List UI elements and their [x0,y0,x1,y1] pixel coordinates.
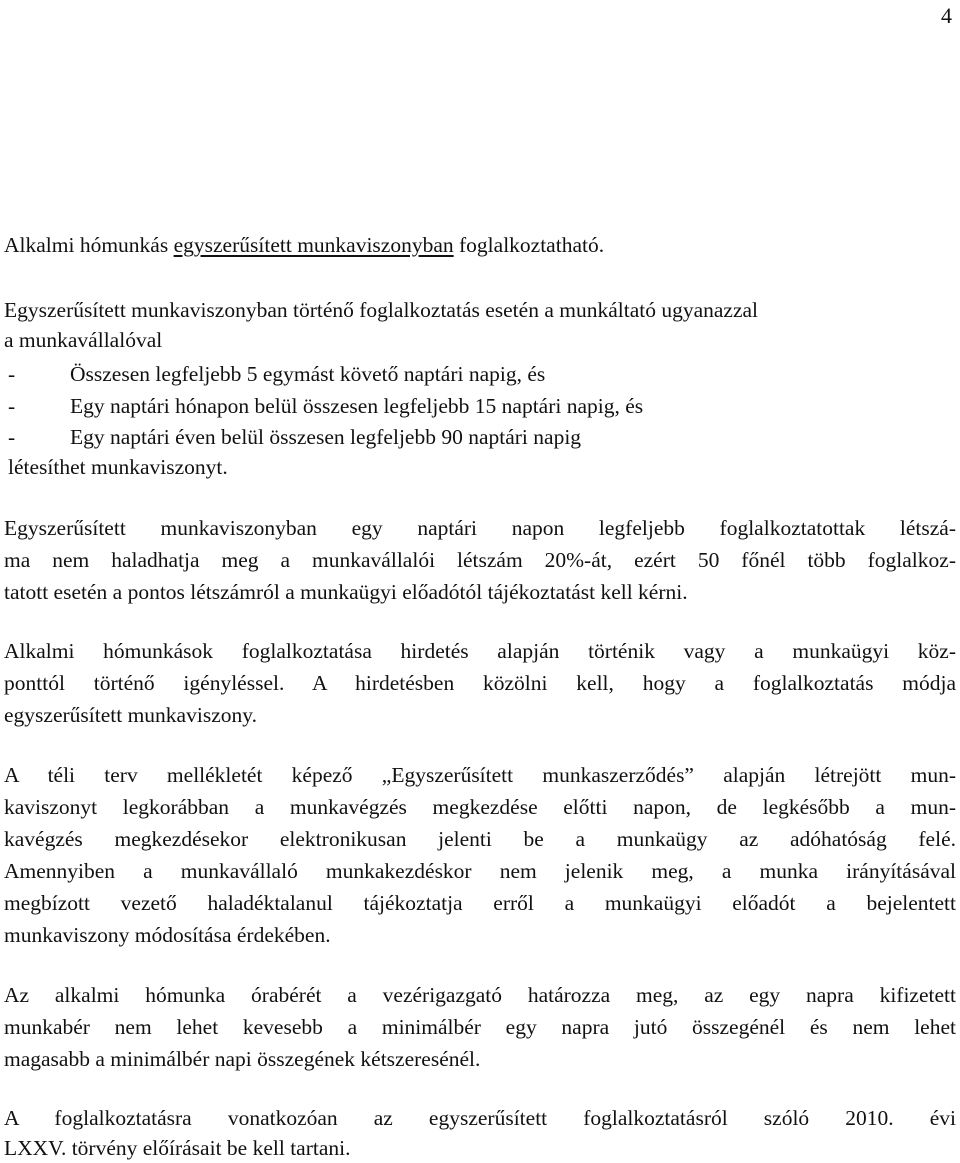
registration-line-4: Amennyiben a munkavállaló munkakezdéskor nem jelenik meg, a munka irányításával [4,859,956,883]
conditions-closing: létesíthet munkaviszonyt. [8,455,228,479]
intro-text-after: foglalkoztatható. [453,233,605,257]
registration-line-5: megbízott vezető haladéktalanul tájékoztatja erről a munkaügyi előadót a bejelentett [4,891,956,915]
registration-line-3: kavégzés megkezdésekor elektronikusan jelenti be a munkaügy az adóhatóság felé. [4,827,956,851]
intro-paragraph [4,230,604,260]
list-item [8,359,545,389]
wage-line-1: Az alkalmi hómunka órabérét a vezérigazgató határozza meg, az egy napra kifizetett [4,983,956,1007]
intro-text-before: Alkalmi hómunkás [4,233,174,257]
registration-line-2: kaviszonyt legkorábban a munkavégzés megkezdése előtti napon, de legkésőbb a mun- [4,795,956,819]
law-line-1: A foglalkoztatásra vonatkozóan az egyszerűsített foglalkoztatásról szóló 2010. évi [4,1106,956,1130]
list-dash: - [8,425,16,449]
wage-line-2: munkabér nem lehet kevesebb a minimálbér egy napra jutó összegénél és nem lehet [4,1015,956,1039]
list-item-text: Összesen legfeljebb 5 egymást követő naptári napig, és [70,362,546,386]
list-dash: - [8,362,16,386]
list-dash: - [8,394,16,418]
recruitment-line-2: ponttól történő igényléssel. A hirdetésben közölni kell, hogy a foglalkoztatás módja [4,671,956,695]
recruitment-line-1: Alkalmi hómunkások foglalkoztatása hirdetés alapján történik vagy a munkaügyi köz- [4,639,956,663]
list-item [8,391,643,421]
headcount-line-3: tatott esetén a pontos létszámról a munkaügyi előadótól tájékoztatást kell kérni. [4,580,688,604]
headcount-line-2: ma nem haladhatja meg a munkavállalói létszám 20%-át, ezért 50 főnél több foglalkoz- [4,548,956,572]
wage-line-3: magasabb a minimálbér napi összegének kétszeresénél. [4,1047,481,1071]
list-item [8,422,581,452]
conditions-line-2: a munkavállalóval [4,328,163,352]
registration-line-6: munkaviszony módosítása érdekében. [4,923,331,947]
conditions-line-1: Egyszerűsített munkaviszonyban történő foglalkoztatás esetén a munkáltató ugyanazzal [4,298,759,322]
intro-underlined-term: egyszerűsített munkaviszonyban [173,233,454,257]
registration-line-1: A téli terv mellékletét képező „Egyszerűsített munkaszerződés” alapján létrejött mun- [4,763,956,787]
list-item-text: Egy naptári éven belül összesen legfeljebb 90 naptári napig [70,425,582,449]
page-number: 4 [941,3,952,28]
list-item-text: Egy naptári hónapon belül összesen legfeljebb 15 naptári napig, és [70,394,644,418]
headcount-line-1: Egyszerűsített munkaviszonyban egy naptári napon legfeljebb foglalkoztatottak létszá- [4,516,956,540]
law-line-2: LXXV. törvény előírásait be kell tartani. [4,1136,351,1160]
recruitment-line-3: egyszerűsített munkaviszony. [4,703,257,727]
